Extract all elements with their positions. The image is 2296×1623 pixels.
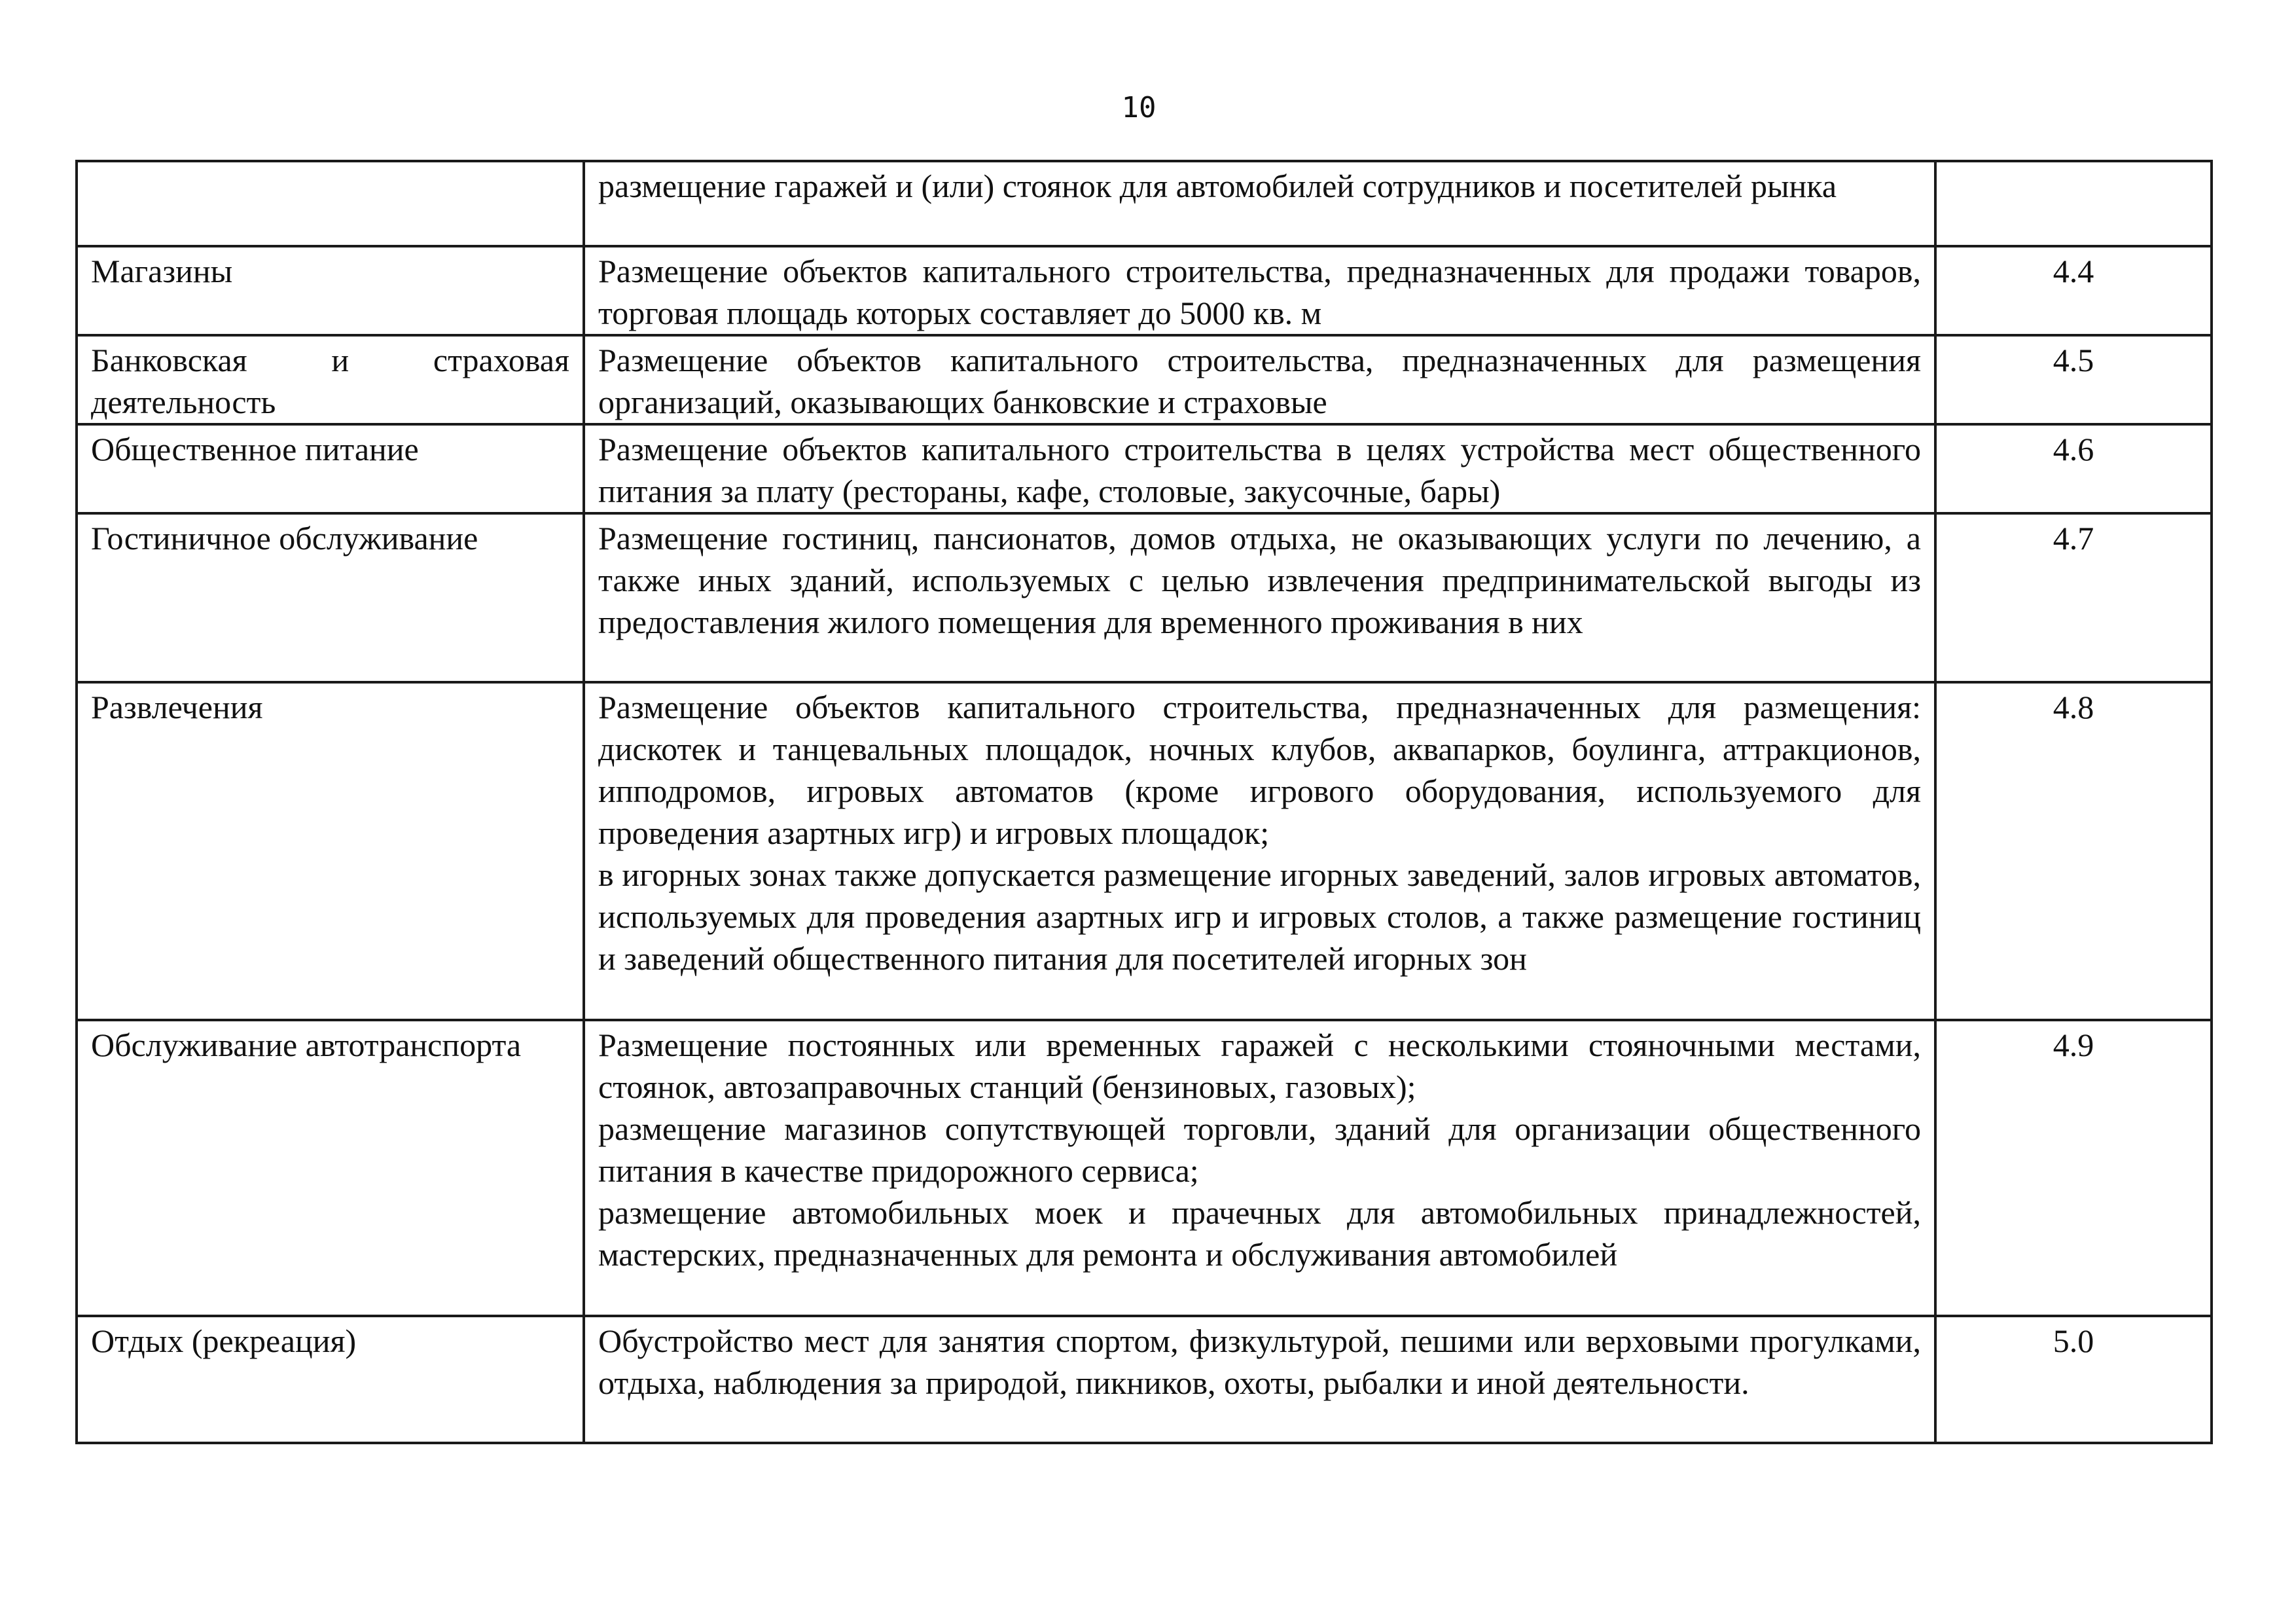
use-description-cell [584,246,1935,335]
use-name-cell: Общественное питание [77,424,584,513]
description-paragraph: Размещение постоянных или временных гаражей с несколькими стояночными местами, стоянок, автозаправочных станций (бензиновых, газовых); [598,1027,1921,1105]
use-code-cell: 4.7 [1935,513,2212,682]
table-row [77,513,2212,682]
use-name-cell [77,161,584,246]
use-description-cell [584,161,1935,246]
use-description-cell [584,424,1935,513]
use-name-cell: Обслуживание автотранспорта [77,1020,584,1316]
use-name-cell: Банковская и страховая деятельность [77,335,584,424]
use-description-cell [584,513,1935,682]
use-code-cell: 4.9 [1935,1020,2212,1316]
table-row [77,424,2212,513]
table-row [77,335,2212,424]
description-paragraph: размещение магазинов сопутствующей торговли, зданий для организации общественного питания в качестве придорожного сервиса; [598,1110,1921,1189]
description-paragraph: Размещение гостиниц, пансионатов, домов отдыха, не оказывающих услуги по лечению, а также иных зданий, используемых с целью извлечения предпринимательской выгоды из предоставления жилого помещения для временного проживания в них [598,520,1921,640]
table-row [77,1020,2212,1316]
use-code-cell: 4.6 [1935,424,2212,513]
use-code-cell: 4.4 [1935,246,2212,335]
description-paragraph: Обустройство мест для занятия спортом, физкультурой, пешими или верховыми прогулками, отдыха, наблюдения за природой, пикников, охоты, рыбалки и иной деятельности. [598,1322,1921,1401]
use-code-cell: 4.8 [1935,682,2212,1020]
use-name-cell: Магазины [77,246,584,335]
land-use-table [75,160,2213,1444]
use-code-cell: 4.5 [1935,335,2212,424]
use-description-cell [584,335,1935,424]
table-row [77,682,2212,1020]
description-paragraph: в игорных зонах также допускается размещение игорных заведений, залов игровых автоматов, используемых для проведения азартных игр и игровых столов, а также размещение гостиниц и заведений общественного питания для посетителей игорных зон [598,856,1921,977]
use-name-cell: Гостиничное обслуживание [77,513,584,682]
use-description-cell [584,682,1935,1020]
table-row [77,161,2212,246]
description-paragraph: размещение автомобильных моек и прачечных для автомобильных принадлежностей, мастерских, предназначенных для ремонта и обслуживания автомобилей [598,1194,1921,1273]
description-paragraph: Размещение объектов капитального строительства, предназначенных для размещения организаций, оказывающих банковские и страховые [598,342,1921,420]
use-code-cell: 5.0 [1935,1316,2212,1443]
use-name-cell: Отдых (рекреация) [77,1316,584,1443]
description-paragraph: Размещение объектов капитального строительства, предназначенных для продажи товаров, торговая площадь которых составляет до 5000 кв. м [598,253,1921,331]
description-paragraph: Размещение объектов капитального строительства в целях устройства мест общественного питания за плату (рестораны, кафе, столовые, закусочные, бары) [598,431,1921,509]
table-row [77,1316,2212,1443]
description-paragraph: Размещение объектов капитального строительства, предназначенных для размещения: дискотек и танцевальных площадок, ночных клубов, аквапарков, боулинга, аттракционов, ипподромов, игровых автоматов (кроме игрового оборудования, используемого для проведения азартных игр) и игровых площадок; [598,689,1921,851]
use-code-cell [1935,161,2212,246]
table-row [77,246,2212,335]
use-description-cell [584,1020,1935,1316]
use-description-cell [584,1316,1935,1443]
page-number: 10 [1121,91,1157,124]
use-name-cell: Развлечения [77,682,584,1020]
description-paragraph: размещение гаражей и (или) стоянок для автомобилей сотрудников и посетителей рынка [598,168,1837,204]
